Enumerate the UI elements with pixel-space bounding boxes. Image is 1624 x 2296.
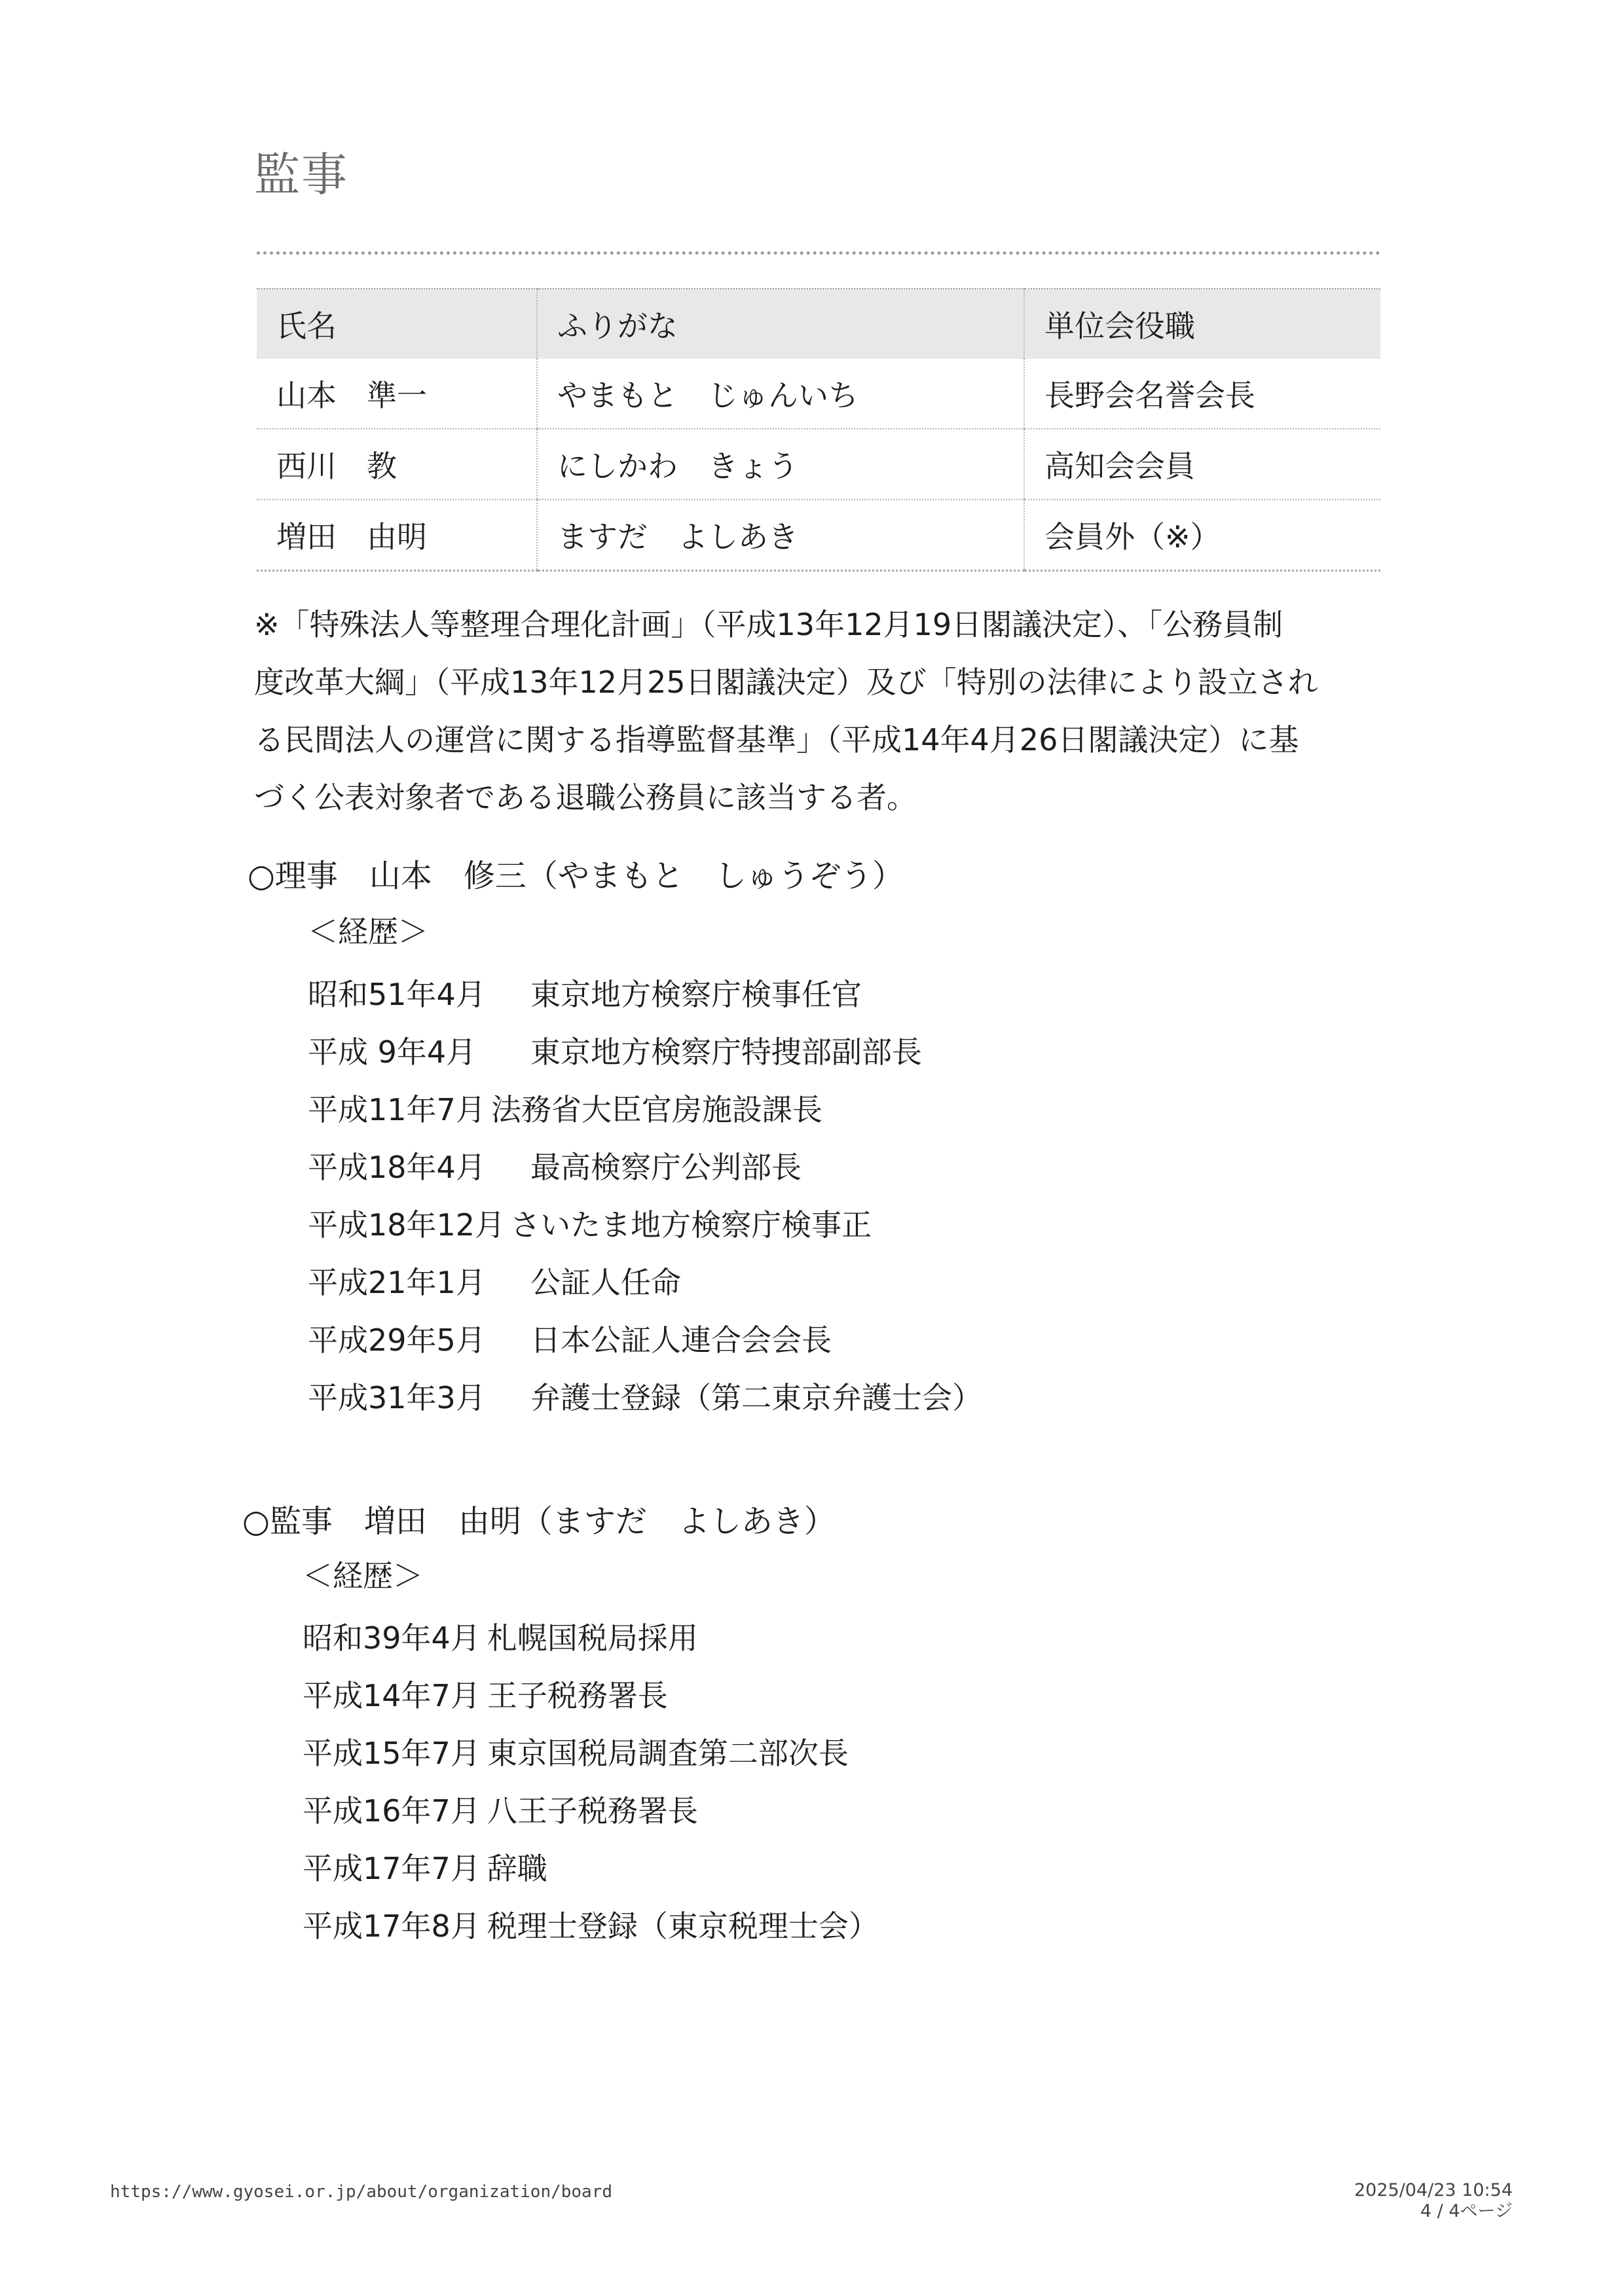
history-text: 札幌国税局採用 <box>487 1620 698 1656</box>
history-item <box>303 1667 879 1724</box>
history-item <box>308 966 982 1023</box>
history-date: 平成21年1月 <box>308 1265 486 1300</box>
history-date: 昭和51年4月 <box>308 977 486 1012</box>
cell-position: 高知会会員 <box>1024 429 1380 500</box>
history-text: 日本公証人連合会会長 <box>530 1322 832 1358</box>
page-title: 監事 <box>254 148 348 202</box>
cell-name: 増田 由明 <box>257 500 537 571</box>
cell-position: 会員外（※） <box>1024 500 1380 571</box>
auditor-history <box>303 1609 879 1955</box>
cell-position: 長野会名誉会長 <box>1024 359 1380 429</box>
director-heading: ○理事 山本 修三（やまもと しゅうぞう） <box>248 858 904 894</box>
history-item <box>308 1196 982 1254</box>
footnote-line: る民間法人の運営に関する指導監督基準」（平成14年4月26日閣議決定）に基 <box>254 722 1299 757</box>
cell-name: 西川 教 <box>257 429 537 500</box>
director-history <box>308 966 982 1427</box>
table-header-row <box>257 289 1380 359</box>
history-text: 八王子税務署長 <box>487 1793 698 1829</box>
cell-furigana: ますだ よしあき <box>537 500 1024 571</box>
auditors-table <box>257 288 1380 572</box>
history-date: 平成14年7月 <box>303 1678 481 1713</box>
cell-furigana: にしかわ きょう <box>537 429 1024 500</box>
footer-datetime: 2025/04/23 10:54 <box>1354 2180 1513 2200</box>
history-date: 平成31年3月 <box>308 1380 486 1415</box>
history-date: 平成29年5月 <box>308 1322 486 1358</box>
history-date: 平成18年4月 <box>308 1150 486 1185</box>
history-text: 弁護士登録（第二東京弁護士会） <box>530 1380 982 1415</box>
header-position: 単位会役職 <box>1024 289 1380 359</box>
footnote-line: ※「特殊法人等整理合理化計画」（平成13年12月19日閣議決定）、「公務員制 <box>254 607 1283 642</box>
history-item <box>303 1840 879 1897</box>
footer-page-number: 4 / 4ページ <box>1420 2201 1513 2221</box>
history-text: 東京地方検察庁検事任官 <box>530 977 862 1012</box>
header-furigana: ふりがな <box>537 289 1024 359</box>
history-item <box>308 1254 982 1311</box>
footer-url: https://www.gyosei.or.jp/about/organization/board <box>110 2182 613 2202</box>
title-divider <box>257 251 1380 255</box>
footnote-line: づく公表対象者である退職公務員に該当する者。 <box>254 780 917 815</box>
auditor-heading: ○監事 増田 由明（ますだ よしあき） <box>242 1503 836 1540</box>
history-text: さいたま地方検察庁検事正 <box>510 1207 872 1243</box>
history-item <box>303 1724 879 1782</box>
footnote-line: 度改革大綱」（平成13年12月25日閣議決定）及び「特別の法律により設立され <box>254 665 1318 700</box>
auditor-career-label: ＜経歴＞ <box>303 1558 423 1594</box>
history-item <box>303 1897 879 1955</box>
director-career-label: ＜経歴＞ <box>308 914 428 949</box>
table-row <box>257 500 1380 571</box>
history-text: 税理士登録（東京税理士会） <box>487 1908 879 1944</box>
history-date: 平成16年7月 <box>303 1793 481 1829</box>
history-item <box>308 1369 982 1427</box>
history-date: 平成11年7月 <box>308 1092 486 1127</box>
history-text: 最高検察庁公判部長 <box>530 1150 802 1185</box>
cell-name: 山本 準一 <box>257 359 537 429</box>
history-date: 昭和39年4月 <box>303 1620 481 1656</box>
header-name: 氏名 <box>257 289 537 359</box>
history-text: 辞職 <box>487 1851 547 1886</box>
footer-meta <box>1336 2180 1513 2222</box>
history-item <box>303 1609 879 1667</box>
history-text: 東京地方検察庁特捜部副部長 <box>530 1034 922 1070</box>
history-date: 平成15年7月 <box>303 1736 481 1771</box>
history-item <box>308 1311 982 1369</box>
history-text: 法務省大臣官房施設課長 <box>490 1092 822 1127</box>
history-item <box>308 1139 982 1196</box>
history-text: 東京国税局調査第二部次長 <box>487 1736 849 1771</box>
history-date: 平成18年12月 <box>308 1207 506 1243</box>
table-row <box>257 429 1380 500</box>
history-item <box>303 1782 879 1840</box>
history-date: 平成 9年4月 <box>308 1034 477 1070</box>
history-text: 公証人任命 <box>530 1265 681 1300</box>
table-row <box>257 359 1380 429</box>
history-item <box>308 1023 982 1081</box>
footnote <box>254 596 1393 826</box>
history-item <box>308 1081 982 1139</box>
history-text: 王子税務署長 <box>487 1678 668 1713</box>
history-date: 平成17年8月 <box>303 1908 481 1944</box>
cell-furigana: やまもと じゅんいち <box>537 359 1024 429</box>
history-date: 平成17年7月 <box>303 1851 481 1886</box>
